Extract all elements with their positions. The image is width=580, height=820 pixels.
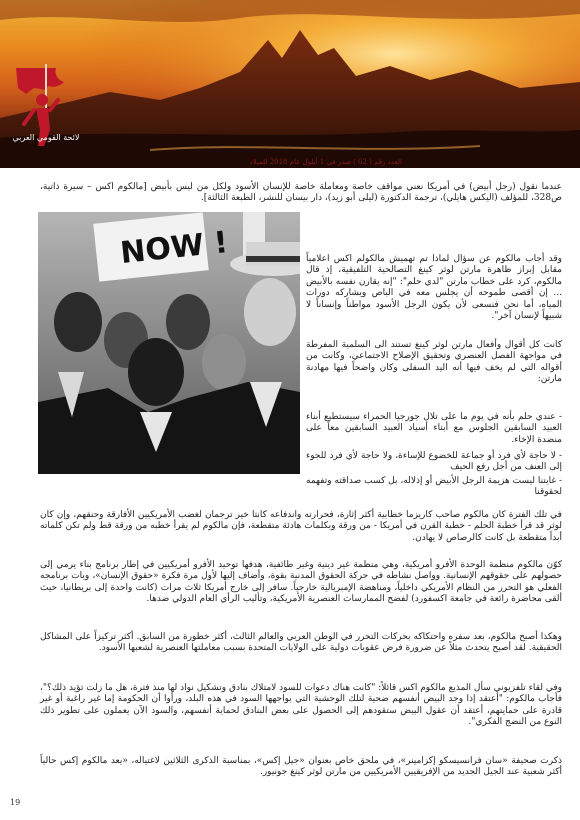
logo-caption: لائحة القومي العربي: [12, 133, 80, 142]
article-photo: [38, 212, 300, 474]
article-paragraph-7: وفي لقاء تلفزيوني سأل المذيع مالكوم اكس قائلاً: "كانت هناك دعوات للسود لامتلاك بنادق وتشكيل نواد لها منذ فترة، هل ما زلت تؤيد ذلك؟"، فأجاب مالكوم: "أعتقد إذا وجد البيض أنفسهم ضحية لتلك الوحشية التي يواجهها السود في هذه البلد، ورأوا أن الحكومة إما غير راغبة أو غير قادرة على حمايتهم، أعتقد أن عقول البيض ستقودهم إلى الحصول على بعض البنادق لحماية أنفسهم، والسود الآن يعملون على تطوير ذلك النوع من النضج الفكري".: [40, 683, 562, 728]
protest-sign-text: NOW !: [118, 225, 230, 272]
quote-item-2: - لا حاجة لأي فرد أو جماعة للخضوع للإساءة، ولا حاجة لأي فرد للجوء إلى العنف من أجل رفع الحيف: [306, 451, 562, 473]
quote-item-1: - عندي حلم بأنه في يوم ما على تلال جورجيا الحمراء سيستطيع أبناء العبيد السابقين الجلوس مع أبناء أسياد العبيد السابقين معاً على منضدة الإخاء.: [306, 412, 562, 445]
header-banner: [0, 0, 580, 168]
issue-line: العدد رقم ( 62 ) صدر في 1 أيلول عام 2018 للميلاد: [249, 158, 402, 166]
article-paragraph-5: كوّن مالكوم منظمة الوحدة الأفرو أمريكية، وهي منظمة غير دينية وغير طائفية، هدفها توحيد الأفرو أمريكيين في إطار برنامج بناء يرمي إلى حصولهم على حقوقهم الإنسانية. وواصل نشاطه في حركة الحقوق المدنية بقوة، وأضاف إليها لأول مرة فكرة «حقوق الإنسان»، وبات برنامجه الفعلي هو التحرر من النظام الأمريكي داخلياً، ومناهضة الإمبريالية خارجياً. سافر إلى خارج أمريكا ثلاث مرات (كانت واحدة إلى بريطانيا، حيث ألقى محاضرة رائعة في جامعة اكسفورد) لفضح الممارسات العنصرية الأمريكية، وتأليب الرأي العام الدولي ضدها.: [40, 560, 562, 605]
article-paragraph-8: ذكرت صحيفة «سان فرانسيسكو إكزامينر»، في ملحق خاص بعنوان «جيل إكس»، بمناسبة الذكرى الثلاثين لاغتياله، «يعد مالكوم إكس حالياً أكثر شعبية عند الجيل الجديد من الإفريقيين الأمريكيين من مارتن لوثر كينغ جونيور.: [40, 756, 562, 778]
quote-item-3: - غايتنا ليست هزيمة الرجل الأبيض أو إذلاله، بل كسب صداقته وتفهمه لحقوقنا: [306, 476, 562, 498]
page-number: 19: [10, 798, 21, 807]
article-paragraph-3: كانت كل أقوال وأفعال مارتن لوثر كينغ تستند الى السلمية المفرطة في مواجهة الفصل العنصري وتحقيق الإصلاح الاجتماعي، وكانت من أقواله التي لم يخف فيها أنه اليد السفلى وكان واضحاً فيها مهادنة مارتن:: [306, 340, 562, 385]
article-paragraph-2: وقد أجاب مالكوم عن سؤال لماذا تم تهميش مالكولم اكس اعلامياً مقابل إبراز ظاهرة مارتن لوثر كينغ التصالحية التلفيقية، إذ قال مالكوم، كرد على خطاب مارتن "لدي حلم": "إنه يقارن نفسه بالأبيض ... إن أقصى طموحه أن يجلس معه في الباص ويشاركه دورات المياه، أما نحن فنسعى لأن يكون الرجل الأسود مواطناً وإنساناً لا شبيهاً لإنسان آخر".: [306, 254, 562, 322]
article-paragraph-6: وهكذا أصبح مالكوم، بعد سفره واحتكاكه بحركات التحرر في الوطن العربي والعالم الثالث، أكثر خطورة من السابق. أكثر تركيزاً على المشاكل الحقيقية. لقد أصبح يتحدث مثلاً عن ضرورة فرض عقوبات دولية على الولايات المتحدة بسبب معاملتها العنصرية لشعبها الأسود.: [40, 632, 562, 654]
article-paragraph-1: عندما نقول (رجل أبيض) في أمريكا نعني مواقف خاصة ومعاملة خاصة للإنسان الأسود ولكل من ليس بأبيض [مالكوم اكس – سيرة ذاتية، ص328، للمؤلف (اليكس هايلي)، ترجمة الدكتورة (ليلى أبو زيد)، دار بيسان للنشر، الطبعة الثالثة].: [40, 182, 562, 204]
mountain-sunset-image: [0, 0, 580, 168]
article-paragraph-4: في تلك الفترة كان مالكوم صاحب كاريزما خطابية أكثر إثارة، فحرارته واندفاعه كانتا خير ترجمان لغضب الأمريكيين الأفارقة وحنقهم، وإن كان لوثر قد قرأ خطبة الحلم - خطبة القرن في أمريكا - من ورقة وبكلمات هادئة متقطعة، فإن مالكوم لم يقرأ خطبه من ورقة قط ولم تكن كلماته أبداً متقطعة بل كانت كالرصاص لا يهادن.: [40, 510, 562, 543]
